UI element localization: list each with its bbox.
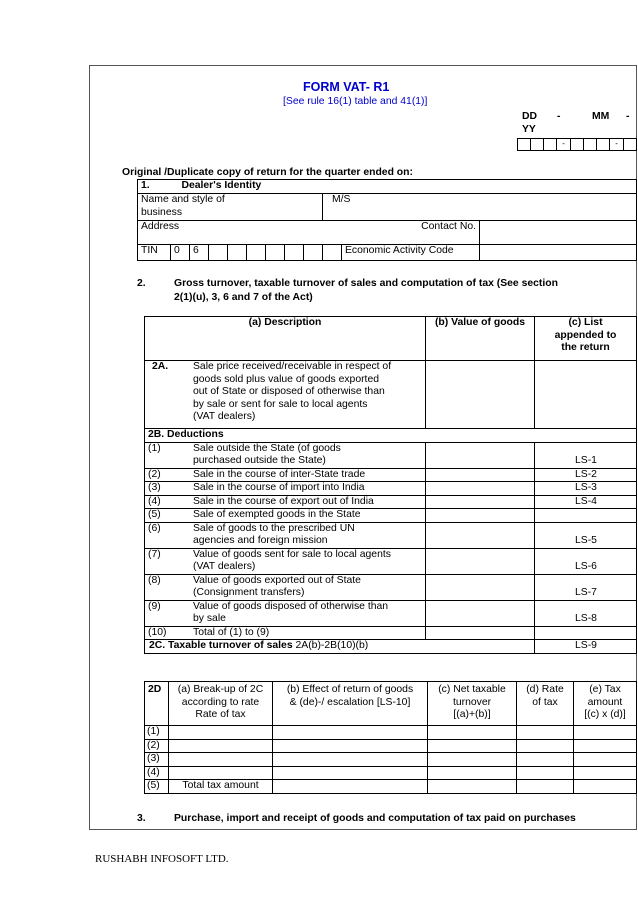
- breakup-col-d-header: [517, 682, 574, 726]
- deduction-number: (8): [148, 574, 161, 586]
- date-dash-1: -: [557, 111, 561, 122]
- breakup-cell[interactable]: [574, 753, 637, 767]
- deduction-row: [145, 522, 637, 548]
- deduction-line: Value of goods sent for sale to local agents: [193, 548, 391, 560]
- deductions-header: 2B. Deductions: [145, 429, 637, 443]
- return-heading: Original /Duplicate copy of return for the quarter ended on:: [122, 167, 413, 178]
- deduction-line: (VAT dealers): [193, 561, 256, 572]
- column-list-header-line2: appended to: [554, 329, 617, 341]
- breakup-label: 2D: [145, 682, 169, 726]
- breakup-row-number: (3): [145, 753, 169, 767]
- deduction-line: Sale in the course of import into India: [193, 482, 365, 493]
- deduction-value-field[interactable]: [426, 574, 535, 600]
- deduction-value-field[interactable]: [426, 495, 535, 509]
- deduction-row: [145, 442, 637, 468]
- row-2a-line: by sale or sent for sale to local agents: [193, 398, 368, 410]
- breakup-cell[interactable]: [517, 780, 574, 794]
- taxable-turnover-label: [145, 640, 535, 654]
- breakup-cell[interactable]: [517, 766, 574, 780]
- breakup-cell[interactable]: [169, 739, 273, 753]
- breakup-cell[interactable]: [273, 753, 428, 767]
- economic-activity-field[interactable]: [480, 245, 637, 261]
- deduction-value-field[interactable]: [426, 468, 535, 482]
- breakup-col-b-line2: & (de)-/ escalation [LS-10]: [289, 696, 411, 708]
- deduction-line: by sale: [193, 613, 226, 624]
- deduction-value-field[interactable]: [426, 442, 535, 468]
- tin-digit-2: 6: [190, 245, 209, 261]
- row-2a-line: out of State or disposed of otherwise than: [193, 386, 385, 397]
- deduction-description: [145, 574, 426, 600]
- breakup-col-c-line2: turnover: [452, 696, 492, 708]
- breakup-col-d-line1: (d) Rate: [526, 684, 564, 695]
- deduction-value-field[interactable]: [426, 548, 535, 574]
- deduction-line: Value of goods exported out of State: [193, 574, 361, 586]
- turnover-table: [144, 316, 637, 654]
- deduction-row: [145, 626, 637, 640]
- deduction-description: [145, 495, 426, 509]
- deduction-value-field[interactable]: [426, 482, 535, 496]
- breakup-cell[interactable]: [574, 726, 637, 740]
- address-field[interactable]: [138, 221, 480, 245]
- column-list-header-line1: (c) List: [568, 317, 603, 328]
- deduction-list-ref: LS-4: [535, 495, 637, 509]
- deduction-list-ref: [535, 509, 637, 523]
- tax-breakup-table: [144, 681, 637, 794]
- breakup-cell[interactable]: [428, 753, 517, 767]
- identity-section-number: 1.: [141, 180, 150, 191]
- total-tax-amount-label: Total tax amount: [169, 780, 273, 794]
- deduction-number: (7): [148, 548, 161, 560]
- row-2a-line: (VAT dealers): [193, 411, 256, 422]
- deduction-list-ref: LS-1: [535, 442, 637, 468]
- deduction-value-field[interactable]: [426, 626, 535, 640]
- tin-digit-box[interactable]: [266, 245, 285, 261]
- breakup-row: [145, 766, 637, 780]
- tin-digit-box[interactable]: [228, 245, 247, 261]
- breakup-col-c-line1: (c) Net taxable: [438, 684, 506, 695]
- breakup-cell[interactable]: [169, 753, 273, 767]
- breakup-cell[interactable]: [517, 753, 574, 767]
- deduction-number: (5): [148, 509, 161, 520]
- column-list-header-line3: the return: [561, 342, 610, 353]
- breakup-col-e-header: [574, 682, 637, 726]
- section-2-title-line1: Gross turnover, taxable turnover of sales and computation of tax (See section: [174, 278, 558, 289]
- breakup-cell[interactable]: [169, 726, 273, 740]
- deduction-line: Sale in the course of inter-State trade: [193, 468, 366, 480]
- name-style-label-cell: [138, 194, 323, 221]
- deduction-description: [145, 626, 426, 640]
- deduction-description: [145, 442, 426, 468]
- breakup-col-b-header: [273, 682, 428, 726]
- breakup-row: [145, 739, 637, 753]
- deduction-description: [145, 468, 426, 482]
- row-2a-value-field[interactable]: [426, 361, 535, 429]
- column-list-header: [535, 317, 637, 361]
- deduction-description: [145, 548, 426, 574]
- deduction-row: [145, 482, 637, 496]
- tin-digit-box[interactable]: [247, 245, 266, 261]
- breakup-body: [145, 726, 637, 794]
- section-2-title-line2: 2(1)(u), 3, 6 and 7 of the Act): [174, 292, 313, 303]
- breakup-cell[interactable]: [428, 726, 517, 740]
- deduction-row: [145, 495, 637, 509]
- deduction-description: [145, 522, 426, 548]
- date-box[interactable]: [518, 139, 531, 151]
- breakup-col-c-line3: [(a)+(b)]: [453, 709, 491, 720]
- deduction-line: purchased outside the State): [193, 455, 326, 466]
- row-2a-number: 2A.: [152, 361, 169, 372]
- breakup-col-a-header: [169, 682, 273, 726]
- deduction-line: Value of goods disposed of otherwise than: [193, 600, 389, 612]
- deduction-number: (4): [148, 495, 161, 507]
- deduction-list-ref: [535, 626, 637, 640]
- tin-digit-1: 0: [171, 245, 190, 261]
- breakup-col-b-line1: (b) Effect of return of goods: [286, 684, 414, 695]
- breakup-cell[interactable]: [428, 766, 517, 780]
- section-3-number: 3.: [137, 813, 146, 824]
- date-box-separator: -: [557, 139, 571, 151]
- deduction-list-ref: LS-2: [535, 468, 637, 482]
- deduction-number: (3): [148, 482, 161, 493]
- breakup-cell[interactable]: [428, 780, 517, 794]
- deduction-line: (Consignment transfers): [193, 587, 305, 598]
- deduction-row: [145, 600, 637, 626]
- deduction-row: [145, 468, 637, 482]
- date-box[interactable]: [570, 139, 583, 151]
- deduction-number: (1): [148, 442, 161, 454]
- economic-activity-label: Economic Activity Code: [342, 245, 480, 261]
- date-entry-boxes: [517, 138, 637, 151]
- date-yy-label: YY: [522, 124, 536, 135]
- dealer-identity-table: [137, 179, 637, 261]
- deduction-value-field[interactable]: [426, 600, 535, 626]
- deductions-body: [145, 442, 637, 640]
- date-box[interactable]: [584, 139, 597, 151]
- taxable-turnover-ls: LS-9: [535, 640, 637, 654]
- taxable-turnover-formula: 2A(b)-2B(10)(b): [292, 640, 369, 651]
- deduction-line: agencies and foreign mission: [193, 535, 328, 546]
- name-style-label-line1: Name and style of: [141, 194, 225, 205]
- date-box[interactable]: [544, 139, 557, 151]
- breakup-col-a-line3: Rate of tax: [195, 709, 246, 720]
- name-style-label-line2: business: [141, 206, 183, 218]
- breakup-col-a-line1: (a) Break-up of 2C: [177, 684, 264, 695]
- deduction-value-field[interactable]: [426, 522, 535, 548]
- date-box[interactable]: [623, 139, 636, 151]
- business-name-field[interactable]: [323, 194, 637, 221]
- section-2-number: 2.: [137, 278, 146, 289]
- breakup-cell[interactable]: [273, 739, 428, 753]
- date-dd-label: DD: [522, 111, 538, 122]
- deduction-row: [145, 548, 637, 574]
- tin-digit-box[interactable]: [323, 245, 342, 261]
- deduction-number: (2): [148, 468, 161, 480]
- breakup-row-number: (4): [145, 766, 169, 780]
- breakup-col-e-line2: amount: [587, 696, 623, 708]
- breakup-row-number: (2): [145, 739, 169, 753]
- deduction-line: Sale of goods to the prescribed UN: [193, 522, 355, 534]
- breakup-row: [145, 753, 637, 767]
- form-subtitle: [See rule 16(1) table and 41(1)]: [283, 96, 428, 107]
- breakup-cell[interactable]: [428, 739, 517, 753]
- address-label: Address: [141, 221, 180, 232]
- breakup-col-d-line2: of tax: [532, 696, 558, 708]
- section-3-title: Purchase, import and receipt of goods and computation of tax paid on purchases: [174, 813, 576, 824]
- breakup-cell[interactable]: [273, 780, 428, 794]
- deduction-list-ref: LS-5: [535, 522, 637, 548]
- breakup-row: [145, 726, 637, 740]
- breakup-cell[interactable]: [169, 766, 273, 780]
- form-title: FORM VAT- R1: [303, 80, 390, 94]
- date-mm-label: MM: [592, 111, 610, 122]
- contact-number-field[interactable]: [480, 221, 637, 245]
- deduction-description: [145, 482, 426, 496]
- breakup-cell[interactable]: [273, 766, 428, 780]
- deduction-line: Sale in the course of export out of India: [193, 495, 374, 507]
- deduction-list-ref: LS-8: [535, 600, 637, 626]
- taxable-turnover-bold: 2C. Taxable turnover of sales: [149, 640, 293, 651]
- deduction-line: Sale of exempted goods in the State: [193, 509, 361, 520]
- row-2a-line: goods sold plus value of goods exported: [193, 373, 380, 385]
- tin-label: TIN: [138, 245, 171, 261]
- breakup-cell[interactable]: [517, 739, 574, 753]
- date-dash-2: -: [626, 111, 630, 122]
- tin-digit-box[interactable]: [285, 245, 304, 261]
- row-2a-description: [145, 361, 426, 429]
- breakup-row-number: (5): [145, 780, 169, 794]
- breakup-col-c-header: [428, 682, 517, 726]
- tin-digit-box[interactable]: [304, 245, 323, 261]
- deduction-line: Sale outside the State (of goods: [193, 442, 341, 454]
- deduction-list-ref: LS-3: [535, 482, 637, 496]
- date-box[interactable]: [531, 139, 544, 151]
- column-value-header: (b) Value of goods: [426, 317, 535, 361]
- identity-header: [138, 180, 637, 194]
- deduction-line: Total of (1) to (9): [193, 626, 270, 638]
- deduction-row: [145, 509, 637, 523]
- row-2a-list: [535, 361, 637, 429]
- deduction-description: [145, 509, 426, 523]
- deduction-number: (10): [148, 626, 167, 638]
- deduction-number: (9): [148, 600, 161, 612]
- deduction-value-field[interactable]: [426, 509, 535, 523]
- deduction-description: [145, 600, 426, 626]
- breakup-cell[interactable]: [574, 739, 637, 753]
- breakup-row-number: (1): [145, 726, 169, 740]
- row-2a-line: Sale price received/receivable in respect of: [193, 361, 392, 372]
- deduction-row: [145, 574, 637, 600]
- column-description-header: (a) Description: [145, 317, 426, 361]
- date-box[interactable]: [597, 139, 610, 151]
- ms-label: M/S: [332, 194, 351, 205]
- breakup-cell[interactable]: [273, 726, 428, 740]
- deduction-number: (6): [148, 522, 161, 534]
- contact-label: Contact No.: [421, 221, 476, 232]
- breakup-col-e-line1: (e) Tax: [589, 684, 621, 695]
- identity-section-title: Dealer's Identity: [181, 180, 262, 191]
- breakup-col-a-line2: according to rate: [181, 696, 260, 708]
- breakup-cell[interactable]: [574, 766, 637, 780]
- breakup-row: [145, 780, 637, 794]
- deduction-list-ref: LS-6: [535, 548, 637, 574]
- deduction-list-ref: LS-7: [535, 574, 637, 600]
- tin-digit-box[interactable]: [209, 245, 228, 261]
- date-box-separator: -: [610, 139, 624, 151]
- breakup-cell[interactable]: [517, 726, 574, 740]
- footer-company: RUSHABH INFOSOFT LTD.: [95, 853, 229, 865]
- breakup-col-e-line3: [(c) x (d)]: [584, 709, 626, 720]
- breakup-cell[interactable]: [574, 780, 637, 794]
